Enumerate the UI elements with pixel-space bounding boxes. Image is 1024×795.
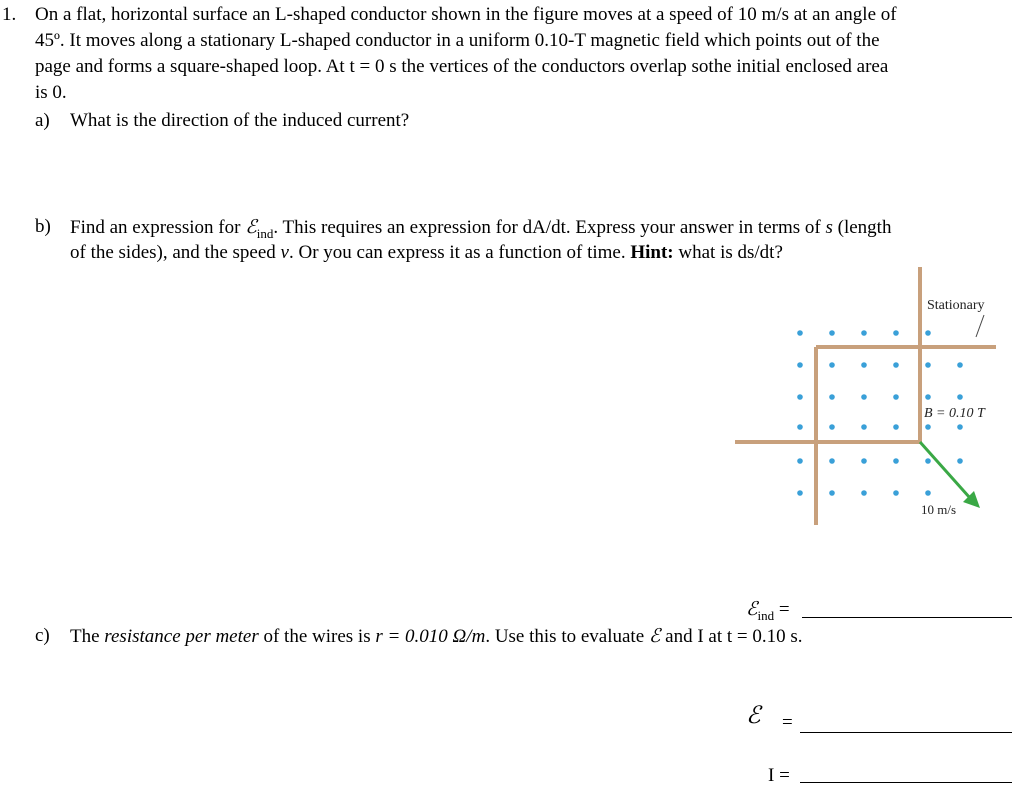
field-dot: [861, 424, 867, 430]
field-dot: [861, 458, 867, 464]
emf-ind-answer-blank[interactable]: [802, 617, 1012, 618]
hint-label: Hint:: [630, 242, 674, 263]
part-b-line2-mid: . Or you can express it as a function of time.: [288, 242, 631, 263]
part-c-italic: resistance per meter: [104, 626, 259, 647]
part-b-label: b): [35, 216, 51, 237]
hint-text: what is ds/dt?: [673, 242, 783, 263]
field-dot: [861, 490, 867, 496]
part-b-line2-pre: of the sides), and the speed: [70, 242, 281, 263]
field-dot: [893, 424, 899, 430]
field-dot: [797, 362, 803, 368]
statement-line-1: On a flat, horizontal surface an L-shaped conductor shown in the figure moves at a speed of 10 m/s at an angle of: [35, 4, 897, 25]
field-dot: [925, 330, 931, 336]
part-c-emf-symbol: ℰ: [648, 625, 661, 647]
part-c-label: c): [35, 625, 50, 646]
field-dot: [925, 490, 931, 496]
field-dot: [957, 424, 963, 430]
part-b-line1-pre: Find an expression for: [70, 217, 246, 238]
field-dot: [829, 330, 835, 336]
emf-answer-subscript: ind: [757, 607, 775, 623]
speed-label: 10 m/s: [921, 502, 957, 517]
emf-answer-equals: =: [774, 599, 790, 620]
emf-answer-blank[interactable]: [800, 732, 1012, 733]
field-dot: [893, 330, 899, 336]
emf-value-equals: =: [782, 712, 793, 733]
stationary-label: Stationary: [927, 298, 985, 313]
field-dot: [957, 458, 963, 464]
v-variable: v: [280, 242, 289, 263]
part-c-question: [70, 623, 803, 650]
part-b-line-2: [70, 240, 783, 266]
emf-answer-symbol: ℰ: [746, 598, 758, 620]
field-dot: [797, 424, 803, 430]
part-b-line1-post: . This requires an expression for dA/dt. Express your answer in terms of: [273, 217, 826, 238]
field-dot: [925, 458, 931, 464]
field-dot: [829, 424, 835, 430]
field-dot: [797, 458, 803, 464]
part-c-end: and I at t = 0.10 s.: [660, 626, 803, 647]
emf-subscript: ind: [256, 225, 274, 241]
stationary-pointer: [976, 315, 984, 337]
part-c-pre: The: [70, 626, 105, 647]
field-dot: [861, 394, 867, 400]
field-dot: [797, 490, 803, 496]
field-dot: [797, 394, 803, 400]
field-dot: [893, 394, 899, 400]
field-dot: [893, 362, 899, 368]
field-dot: [797, 330, 803, 336]
conductor-figure: [730, 265, 1010, 530]
field-dot: [925, 394, 931, 400]
emf-symbol: ℰ: [245, 216, 257, 238]
current-label: I =: [768, 765, 790, 786]
problem-number: 1.: [2, 4, 17, 25]
velocity-arrow-shaft: [920, 442, 970, 498]
resistance-expression: r = 0.010 Ω/m: [375, 626, 486, 647]
field-dot: [829, 458, 835, 464]
part-b-line1-end: (length: [832, 217, 892, 238]
field-dot: [957, 362, 963, 368]
emf-value-symbol: ℰ: [746, 701, 761, 729]
field-dot: [829, 490, 835, 496]
statement-line-3: page and forms a square-shaped loop. At t = 0 s the vertices of the conductors overlap sothe initial enclosed area: [35, 56, 889, 77]
field-dot: [893, 490, 899, 496]
field-dot: [829, 362, 835, 368]
part-c-mid: of the wires is: [258, 626, 376, 647]
field-dot: [957, 394, 963, 400]
field-dot: [925, 362, 931, 368]
part-a-question: What is the direction of the induced current?: [70, 110, 410, 131]
statement-line-4: is 0.: [35, 82, 67, 103]
field-dot: [861, 330, 867, 336]
field-dot: [925, 424, 931, 430]
current-answer-blank[interactable]: [800, 782, 1012, 783]
part-a-label: a): [35, 110, 50, 131]
field-dot: [861, 362, 867, 368]
statement-line-2: 45º. It moves along a stationary L-shaped conductor in a uniform 0.10-T magnetic field which points out of the: [35, 30, 880, 51]
field-dot: [893, 458, 899, 464]
part-c-post: . Use this to evaluate: [485, 626, 649, 647]
field-label: B = 0.10 T: [924, 406, 985, 421]
s-variable: s: [825, 217, 833, 238]
field-dot: [829, 394, 835, 400]
